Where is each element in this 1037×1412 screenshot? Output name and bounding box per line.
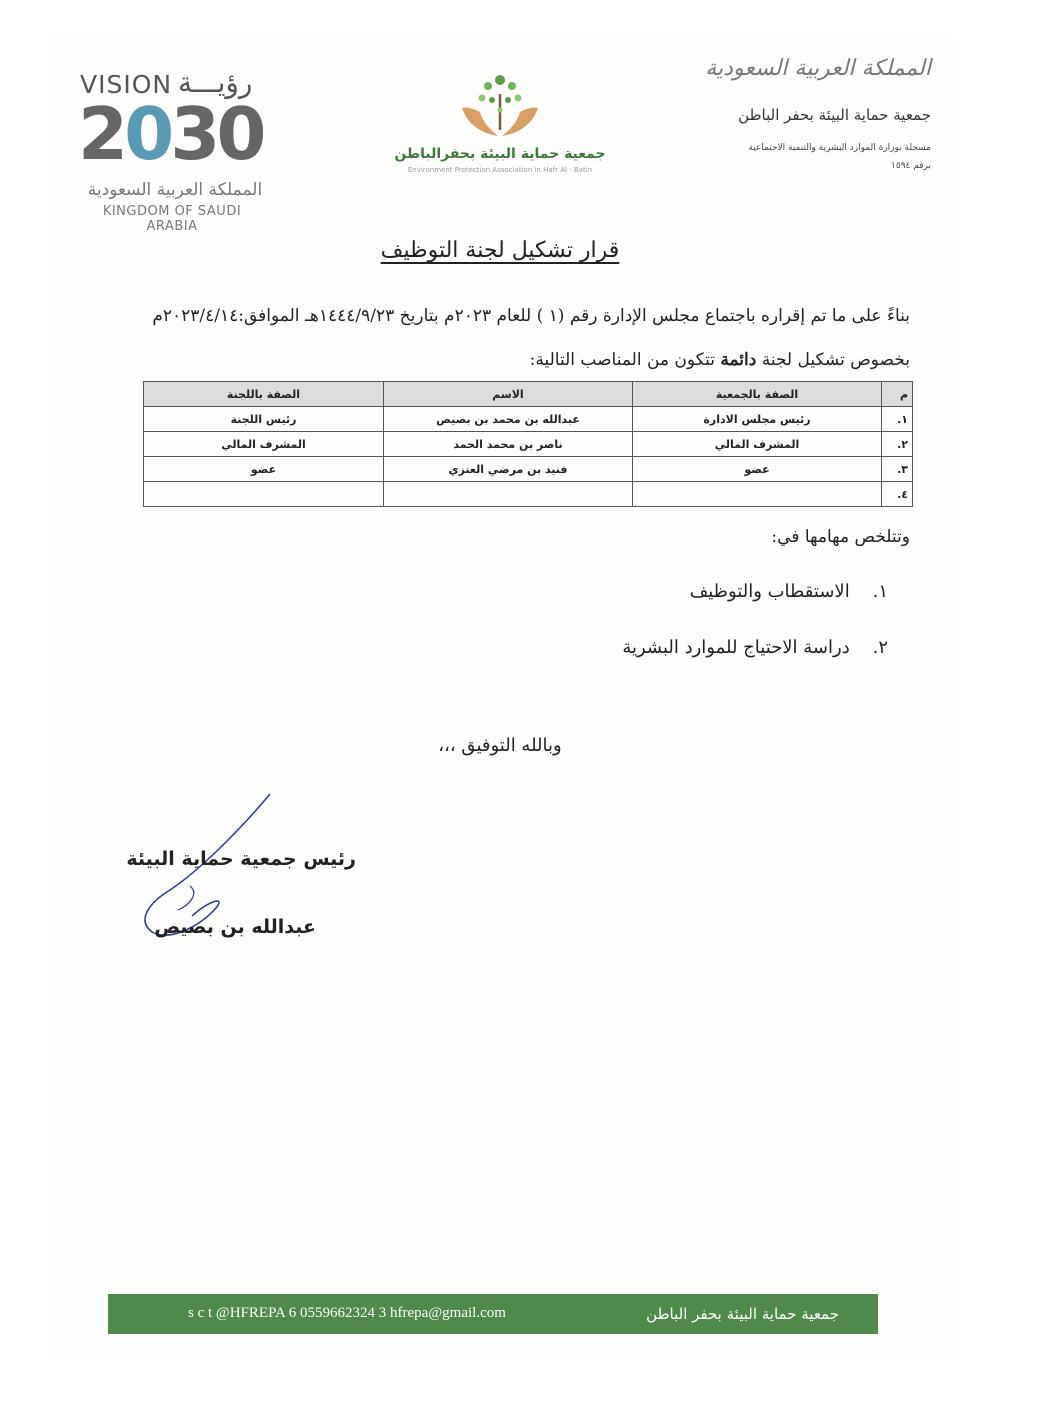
header-no: م [882,382,913,407]
row-name [384,482,633,507]
table-row [144,457,913,482]
row-number: ١. [882,407,913,432]
row-role: عضو [633,457,882,482]
ksa-english-label: KINGDOM OF SAUDI ARABIA [102,204,242,234]
row-number: ٢. [882,432,913,457]
row-name: ناصر بن محمد الحمد [384,432,633,457]
vision-label: VISION [80,70,173,99]
vision-2030-logo: 2030 [78,92,263,176]
closing-text: وبالله التوفيق ،،، [438,735,562,756]
row-number: ٤. [882,482,913,507]
association-name: جمعية حماية البيئة بحفر الباطن [738,106,931,124]
kingdom-header: المملكة العربية السعودية [705,56,931,81]
association-logo-icon [454,70,546,140]
task-item: ٢. دراسة الاحتياج للموارد البشرية [622,637,888,658]
signatory-title: رئيس جمعية حماية البيئة [126,848,356,870]
registration-text: مسجلة بوزارة الموارد البشرية والتنمية الاجتماعية [748,143,931,153]
table-row [144,432,913,457]
row-role: المشرف المالي [633,432,882,457]
committee-table [143,381,913,507]
footer-association-name: جمعية حماية البيئة بحفر الباطن [646,1305,839,1323]
row-role: رئيس مجلس الادارة [633,407,882,432]
committee-paragraph: بخصوص تشكيل لجنة دائمة تتكون من المناصب التالية: [529,350,910,370]
intro-paragraph: بناءً على ما تم إقراره باجتماع مجلس الإدارة رقم (١ ) للعام ٢٠٢٣م بتاريخ ١٤٤٤/٩/٢٣هـ الموافق:٢٠٢٣/٤/١٤م [152,306,910,326]
registration-number: برقم ١٥٩٤ [891,161,931,171]
row-committee-role: المشرف المالي [144,432,384,457]
task-item: ١. الاستقطاب والتوظيف [689,581,888,602]
row-name: فنيد بن مرضي العنزي [384,457,633,482]
row-role [633,482,882,507]
header-name: الاسم [384,382,633,407]
document-title-wrap [0,238,1000,263]
table-row [144,407,913,432]
table-header-row [144,382,913,407]
association-logo-name: جمعية حماية البيئة بحفرالباطن [394,146,606,162]
tasks-intro: وتتلخص مهامها في: [771,527,910,547]
row-committee-role: رئيس اللجنة [144,407,384,432]
signatory-name: عبدالله بن بصيص [154,916,316,938]
row-committee-role [144,482,384,507]
table-row [144,482,913,507]
row-name: عبدالله بن محمد بن بصيص [384,407,633,432]
committee-type: دائمة [720,350,757,370]
header-committee-role: الصفة باللجنة [144,382,384,407]
document-title: قرار تشكيل لجنة التوظيف [380,238,620,263]
row-number: ٣. [882,457,913,482]
document-page [48,38,954,1360]
vision-label-arabic: رؤيـــة [178,66,253,99]
ksa-arabic-label: المملكة العربية السعودية [87,180,263,200]
row-committee-role: عضو [144,457,384,482]
header-role: الصفة بالجمعية [633,382,882,407]
footer-contacts: s c t @HFREPA 6 0559662324 3 hfrepa@gmail.com [188,1305,506,1321]
association-logo-english: Environment Protection Association in Hafr Al - Batin [407,166,593,174]
